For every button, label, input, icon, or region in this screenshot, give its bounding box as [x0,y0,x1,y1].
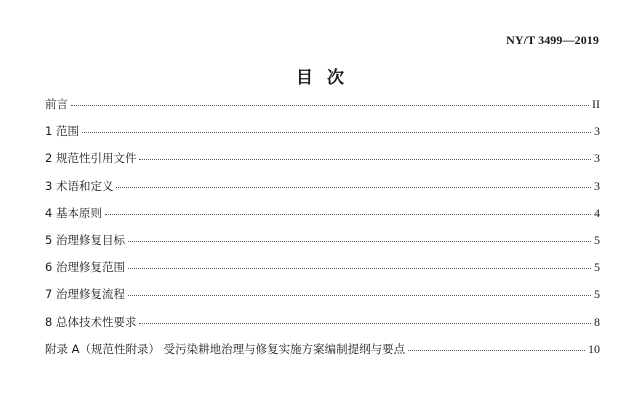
toc-entry-page: 3 [594,151,600,166]
toc-title [0,63,640,88]
toc-entry-page: 3 [594,124,600,139]
toc-entry-foreword[interactable] [45,97,600,124]
dot-leader [71,104,589,106]
dot-leader [139,158,591,160]
document-code: NY/T 3499—2019 [506,33,599,47]
toc-entry-page: 4 [594,205,600,220]
toc-entry-label: 6 治理修复范围 [45,260,125,275]
toc-entry-appendix-a[interactable] [45,342,600,369]
toc-entry-5[interactable] [45,233,600,260]
toc-entry-page: 5 [594,232,600,247]
toc-entry-8[interactable] [45,315,600,342]
toc-entry-page: II [592,97,600,111]
toc-entry-page: 5 [594,260,600,275]
toc-entry-1[interactable] [45,124,600,151]
toc-entry-2[interactable] [45,151,600,178]
toc-entry-label: 1 范围 [45,124,79,139]
toc-entry-page: 8 [594,314,600,329]
toc-entry-page: 3 [594,178,600,193]
toc-entry-page: 10 [588,341,600,356]
dot-leader [128,294,591,296]
toc-entry-label: 7 治理修复流程 [45,287,125,302]
toc-entry-7[interactable] [45,287,600,314]
toc-entry-3[interactable] [45,179,600,206]
toc-entry-label: 3 术语和定义 [45,178,114,193]
toc-list [45,97,600,369]
toc-entry-label: 4 基本原则 [45,205,102,220]
toc-entry-label: 附录 A（规范性附录） 受污染耕地治理与修复实施方案编制提纲与要点 [45,341,406,356]
toc-entry-label: 8 总体技术性要求 [45,314,137,329]
toc-entry-6[interactable] [45,260,600,287]
toc-entry-page: 5 [594,287,600,302]
dot-leader [408,349,585,351]
toc-entry-label: 5 治理修复目标 [45,232,125,247]
toc-entry-4[interactable] [45,206,600,233]
dot-leader [128,240,591,242]
dot-leader [139,322,591,324]
dot-leader [105,213,591,215]
toc-title-char-1: 目 [296,68,313,88]
dot-leader [116,186,591,188]
toc-title-char-2: 次 [327,68,344,88]
toc-entry-label: 2 规范性引用文件 [45,151,137,166]
toc-entry-label: 前言 [45,97,68,111]
dot-leader [82,131,591,133]
dot-leader [128,267,591,269]
